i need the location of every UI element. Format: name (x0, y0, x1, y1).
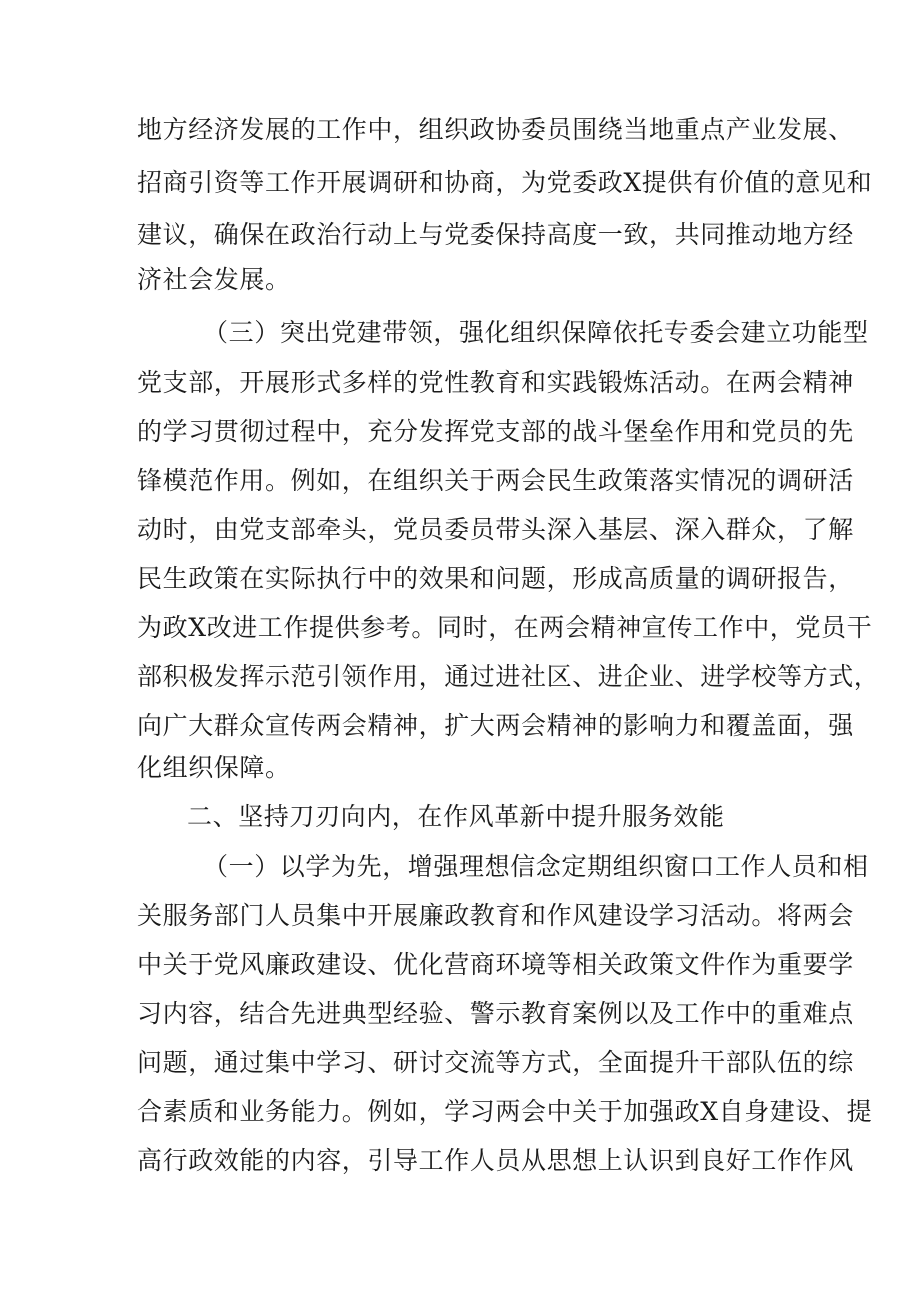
text-line: 关服务部门人员集中开展廉政教育和作风建设学习活动。将两会 (137, 901, 854, 930)
text-line: 中关于党风廉政建设、优化营商环境等相关政策文件作为重要学 (137, 950, 854, 979)
section-heading-line: （三）突出党建带领，强化组织保障依托专委会建立功能型 (203, 318, 869, 347)
text-line: 地方经济发展的工作中，组织政协委员围绕当地重点产业发展、 (137, 115, 854, 144)
text-line: 高行政效能的内容，引导工作人员从思想上认识到良好工作作风 (137, 1146, 854, 1175)
text-line: 济社会发展。 (137, 265, 291, 294)
text-line: 招商引资等工作开展调研和协商，为党委政X提供有价值的意见和 (137, 168, 873, 197)
text-line: 动时，由党支部牵头，党员委员带头深入基层、深入群众，了解 (137, 515, 854, 544)
text-line: 化组织保障。 (137, 753, 291, 782)
text-line: 问题，通过集中学习、研讨交流等方式，全面提升干部队伍的综 (137, 1048, 854, 1077)
section-heading-line: （一）以学为先，增强理想信念定期组织窗口工作人员和相 (203, 852, 869, 881)
text-line: 建议，确保在政治行动上与党委保持高度一致，共同推动地方经 (137, 220, 854, 249)
text-line: 习内容，结合先进典型经验、警示教育案例以及工作中的重难点 (137, 999, 854, 1028)
text-line: 的学习贯彻过程中，充分发挥党支部的战斗堡垒作用和党员的先 (137, 417, 854, 446)
text-line: 部积极发挥示范引领作用，通过进社区、进企业、进学校等方式， (137, 662, 880, 691)
text-line: 党支部，开展形式多样的党性教育和实践锻炼活动。在两会精神 (137, 368, 854, 397)
text-line: 向广大群众宣传两会精神，扩大两会精神的影响力和覆盖面，强 (137, 711, 854, 740)
text-line: 民生政策在实际执行中的效果和问题，形成高质量的调研报告， (137, 564, 854, 593)
main-heading-line: 二、坚持刀刃向内，在作风革新中提升服务效能 (187, 802, 725, 831)
text-line: 为政X改进工作提供参考。同时，在两会精神宣传工作中，党员干 (137, 613, 873, 642)
text-line: 合素质和业务能力。例如，学习两会中关于加强政X自身建设、提 (137, 1097, 873, 1126)
text-line: 锋模范作用。例如，在组织关于两会民生政策落实情况的调研活 (137, 466, 854, 495)
